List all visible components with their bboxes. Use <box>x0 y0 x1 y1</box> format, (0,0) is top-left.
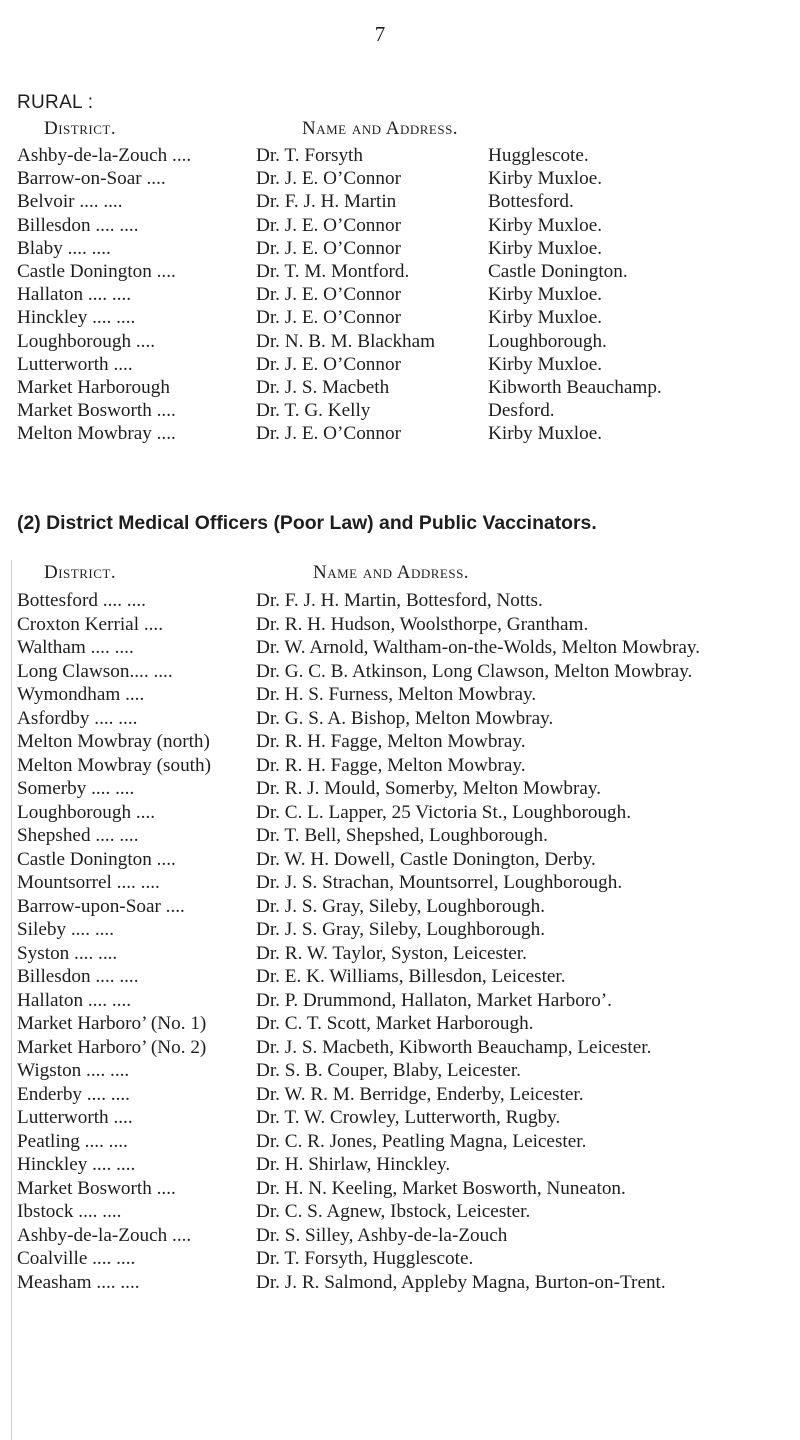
name-address-cell: Dr. W. Arnold, Waltham-on-the-Wolds, Melton Mowbray. <box>256 637 701 658</box>
name-address-cell: Dr. R. J. Mould, Somerby, Melton Mowbray. <box>256 778 602 799</box>
table-row <box>17 660 792 684</box>
name-address-cell: Dr. C. L. Lapper, 25 Victoria St., Loughborough. <box>256 801 632 823</box>
name-address-cell: Dr. W. R. M. Berridge, Enderby, Leicester. <box>256 1083 584 1105</box>
table-row <box>17 215 797 238</box>
table-row <box>17 1200 792 1224</box>
name-cell: Dr. J. E. O’Connor <box>256 423 401 445</box>
district-cell: Market Bosworth .... <box>17 1177 176 1199</box>
district-cell: Market Harborough <box>17 376 170 398</box>
table-row <box>17 707 792 731</box>
table-row <box>17 191 797 214</box>
table-row <box>17 1271 792 1295</box>
district-cell: Hinckley .... .... <box>17 1154 136 1175</box>
name-address-cell: Dr. J. S. Gray, Sileby, Loughborough. <box>256 895 546 917</box>
district-cell: Market Harboro’ (No. 1) <box>17 1013 207 1034</box>
table-row <box>17 168 797 191</box>
district-cell: Shepshed .... .... <box>17 825 139 846</box>
district-cell: Croxton Kerrial .... <box>17 613 164 635</box>
name-address-cell: Dr. P. Drummond, Hallaton, Market Harboro’. <box>256 989 612 1011</box>
district-cell: Hinckley .... .... <box>17 307 136 329</box>
table-row <box>17 1106 792 1130</box>
table2-district-header: District. <box>44 562 117 583</box>
district-cell: Enderby .... .... <box>17 1083 130 1105</box>
table1-district-header: District. <box>44 118 117 139</box>
table-row <box>17 777 792 801</box>
district-cell: Sileby .... .... <box>17 919 115 940</box>
district-cell: Bottesford .... .... <box>17 590 146 611</box>
address-cell: Loughborough. <box>488 330 607 352</box>
name-address-cell: Dr. J. S. Strachan, Mountsorrel, Loughborough. <box>256 872 623 893</box>
district-cell: Barrow-on-Soar .... <box>17 168 166 190</box>
district-cell: Melton Mowbray (south) <box>17 754 211 776</box>
name-cell: Dr. N. B. M. Blackham <box>256 330 436 352</box>
table-row <box>17 1224 792 1248</box>
table-row <box>17 1012 792 1036</box>
table-row <box>17 754 792 778</box>
name-cell: Dr. T. Forsyth <box>256 145 363 166</box>
district-cell: Syston .... .... <box>17 942 118 964</box>
district-cell: Billesdon .... .... <box>17 966 139 987</box>
district-cell: Somerby .... .... <box>17 778 135 799</box>
name-cell: Dr. J. E. O’Connor <box>256 168 401 190</box>
name-address-cell: Dr. R. W. Taylor, Syston, Leicester. <box>256 942 527 964</box>
table-row <box>17 400 797 423</box>
name-address-cell: Dr. G. C. B. Atkinson, Long Clawson, Melton Mowbray. <box>256 660 693 682</box>
table-row <box>17 942 792 966</box>
table-row <box>17 1130 792 1154</box>
name-cell: Dr. J. E. O’Connor <box>256 214 401 236</box>
table-row <box>17 965 792 989</box>
address-cell: Kirby Muxloe. <box>488 423 603 445</box>
name-address-cell: Dr. S. Silley, Ashby-de-la-Zouch <box>256 1224 508 1246</box>
table-row <box>17 824 792 848</box>
district-cell: Measham .... .... <box>17 1271 140 1293</box>
district-cell: Castle Donington .... <box>17 260 176 282</box>
name-address-cell: Dr. R. H. Hudson, Woolsthorpe, Grantham. <box>256 613 589 635</box>
district-cell: Melton Mowbray (north) <box>17 731 210 752</box>
table-row <box>17 284 797 307</box>
name-address-cell: Dr. T. W. Crowley, Lutterworth, Rugby. <box>256 1107 561 1128</box>
district-cell: Wigston .... .... <box>17 1060 130 1081</box>
table-row <box>17 261 797 284</box>
name-address-cell: Dr. J. R. Salmond, Appleby Magna, Burton-on-Trent. <box>256 1271 666 1293</box>
name-address-cell: Dr. J. S. Gray, Sileby, Loughborough. <box>256 919 546 940</box>
page-number: 7 <box>374 22 386 46</box>
district-cell: Castle Donington .... <box>17 848 176 870</box>
district-cell: Billesdon .... .... <box>17 214 139 236</box>
district-cell: Belvoir .... .... <box>17 191 123 213</box>
district-cell: Hallaton .... .... <box>17 989 132 1011</box>
name-address-cell: Dr. H. N. Keeling, Market Bosworth, Nuneaton. <box>256 1177 626 1199</box>
table-row <box>17 354 797 377</box>
table-row <box>17 801 792 825</box>
district-cell: Ashby-de-la-Zouch .... <box>17 1224 192 1246</box>
table-row <box>17 589 792 613</box>
table-row <box>17 636 792 660</box>
address-cell: Kirby Muxloe. <box>488 214 603 236</box>
name-address-cell: Dr. T. Forsyth, Hugglescote. <box>256 1248 474 1269</box>
table-row <box>17 307 797 330</box>
district-cell: Long Clawson.... .... <box>17 660 173 682</box>
district-cell: Coalville .... .... <box>17 1248 136 1269</box>
name-address-cell: Dr. R. H. Fagge, Melton Mowbray. <box>256 731 526 752</box>
name-address-cell: Dr. E. K. Williams, Billesdon, Leicester. <box>256 966 566 987</box>
district-cell: Ibstock .... .... <box>17 1201 122 1222</box>
name-address-cell: Dr. R. H. Fagge, Melton Mowbray. <box>256 754 526 776</box>
district-cell: Melton Mowbray .... <box>17 423 176 445</box>
address-cell: Desford. <box>488 400 555 422</box>
name-address-cell: Dr. F. J. H. Martin, Bottesford, Notts. <box>256 590 543 611</box>
name-cell: Dr. T. G. Kelly <box>256 400 371 422</box>
address-cell: Kirby Muxloe. <box>488 353 603 375</box>
table-row <box>17 1153 792 1177</box>
district-cell: Barrow-upon-Soar .... <box>17 895 185 917</box>
district-cell: Hallaton .... .... <box>17 284 132 306</box>
table-row <box>17 1177 792 1201</box>
name-address-cell: Dr. C. R. Jones, Peatling Magna, Leicester. <box>256 1130 587 1152</box>
table-row <box>17 613 792 637</box>
address-cell: Kirby Muxloe. <box>488 307 603 329</box>
district-cell: Ashby-de-la-Zouch .... <box>17 145 192 166</box>
section2-heading: (2) District Medical Officers (Poor Law) and Public Vaccinators. <box>17 512 597 534</box>
district-cell: Market Harboro’ (No. 2) <box>17 1036 207 1058</box>
rural-medical-officers-table <box>17 145 797 446</box>
district-cell: Lutterworth .... <box>17 1107 133 1128</box>
table-row <box>17 683 792 707</box>
table1-name-address-header: Name and Address. <box>302 118 459 139</box>
name-cell: Dr. J. S. Macbeth <box>256 376 390 398</box>
name-cell: Dr. F. J. H. Martin <box>256 191 397 213</box>
name-address-cell: Dr. W. H. Dowell, Castle Donington, Derby. <box>256 848 596 870</box>
table-row <box>17 145 797 168</box>
name-cell: Dr. J. E. O’Connor <box>256 284 401 306</box>
district-cell: Wymondham .... <box>17 684 145 705</box>
district-cell: Blaby .... .... <box>17 237 111 259</box>
table-row <box>17 1083 792 1107</box>
name-address-cell: Dr. J. S. Macbeth, Kibworth Beauchamp, Leicester. <box>256 1036 652 1058</box>
table-row <box>17 238 797 261</box>
name-address-cell: Dr. T. Bell, Shepshed, Loughborough. <box>256 825 548 846</box>
name-address-cell: Dr. C. T. Scott, Market Harborough. <box>256 1013 534 1034</box>
table-row <box>17 989 792 1013</box>
district-medical-officers-table <box>17 589 792 1294</box>
name-address-cell: Dr. G. S. A. Bishop, Melton Mowbray. <box>256 707 554 729</box>
address-cell: Kirby Muxloe. <box>488 168 603 190</box>
table-row <box>17 871 792 895</box>
name-cell: Dr. J. E. O’Connor <box>256 307 401 329</box>
table-row <box>17 848 792 872</box>
district-cell: Loughborough .... <box>17 330 156 352</box>
address-cell: Kirby Muxloe. <box>488 284 603 306</box>
name-address-cell: Dr. H. S. Furness, Melton Mowbray. <box>256 684 537 705</box>
name-cell: Dr. J. E. O’Connor <box>256 353 401 375</box>
rural-section-label: RURAL : <box>17 92 94 113</box>
district-cell: Market Bosworth .... <box>17 400 176 422</box>
address-cell: Hugglescote. <box>488 145 589 166</box>
table-row <box>17 918 792 942</box>
address-cell: Bottesford. <box>488 191 574 213</box>
table-row <box>17 1036 792 1060</box>
district-cell: Waltham .... .... <box>17 637 134 658</box>
district-cell: Mountsorrel .... .... <box>17 872 160 893</box>
table-row <box>17 730 792 754</box>
table-row <box>17 377 797 400</box>
table-row <box>17 423 797 446</box>
table-row <box>17 1247 792 1271</box>
name-address-cell: Dr. S. B. Couper, Blaby, Leicester. <box>256 1060 521 1081</box>
address-cell: Castle Donington. <box>488 260 628 282</box>
address-cell: Kirby Muxloe. <box>488 237 603 259</box>
table-row <box>17 331 797 354</box>
table2-name-address-header: Name and Address. <box>313 562 470 583</box>
page-margin-line <box>11 560 12 1440</box>
district-cell: Lutterworth .... <box>17 353 133 375</box>
name-address-cell: Dr. C. S. Agnew, Ibstock, Leicester. <box>256 1201 531 1222</box>
address-cell: Kibworth Beauchamp. <box>488 376 662 398</box>
table-row <box>17 1059 792 1083</box>
district-cell: Peatling .... .... <box>17 1130 128 1152</box>
name-cell: Dr. J. E. O’Connor <box>256 237 401 259</box>
district-cell: Loughborough .... <box>17 801 156 823</box>
table-row <box>17 895 792 919</box>
district-cell: Asfordby .... .... <box>17 707 138 729</box>
name-cell: Dr. T. M. Montford. <box>256 260 410 282</box>
name-address-cell: Dr. H. Shirlaw, Hinckley. <box>256 1154 451 1175</box>
